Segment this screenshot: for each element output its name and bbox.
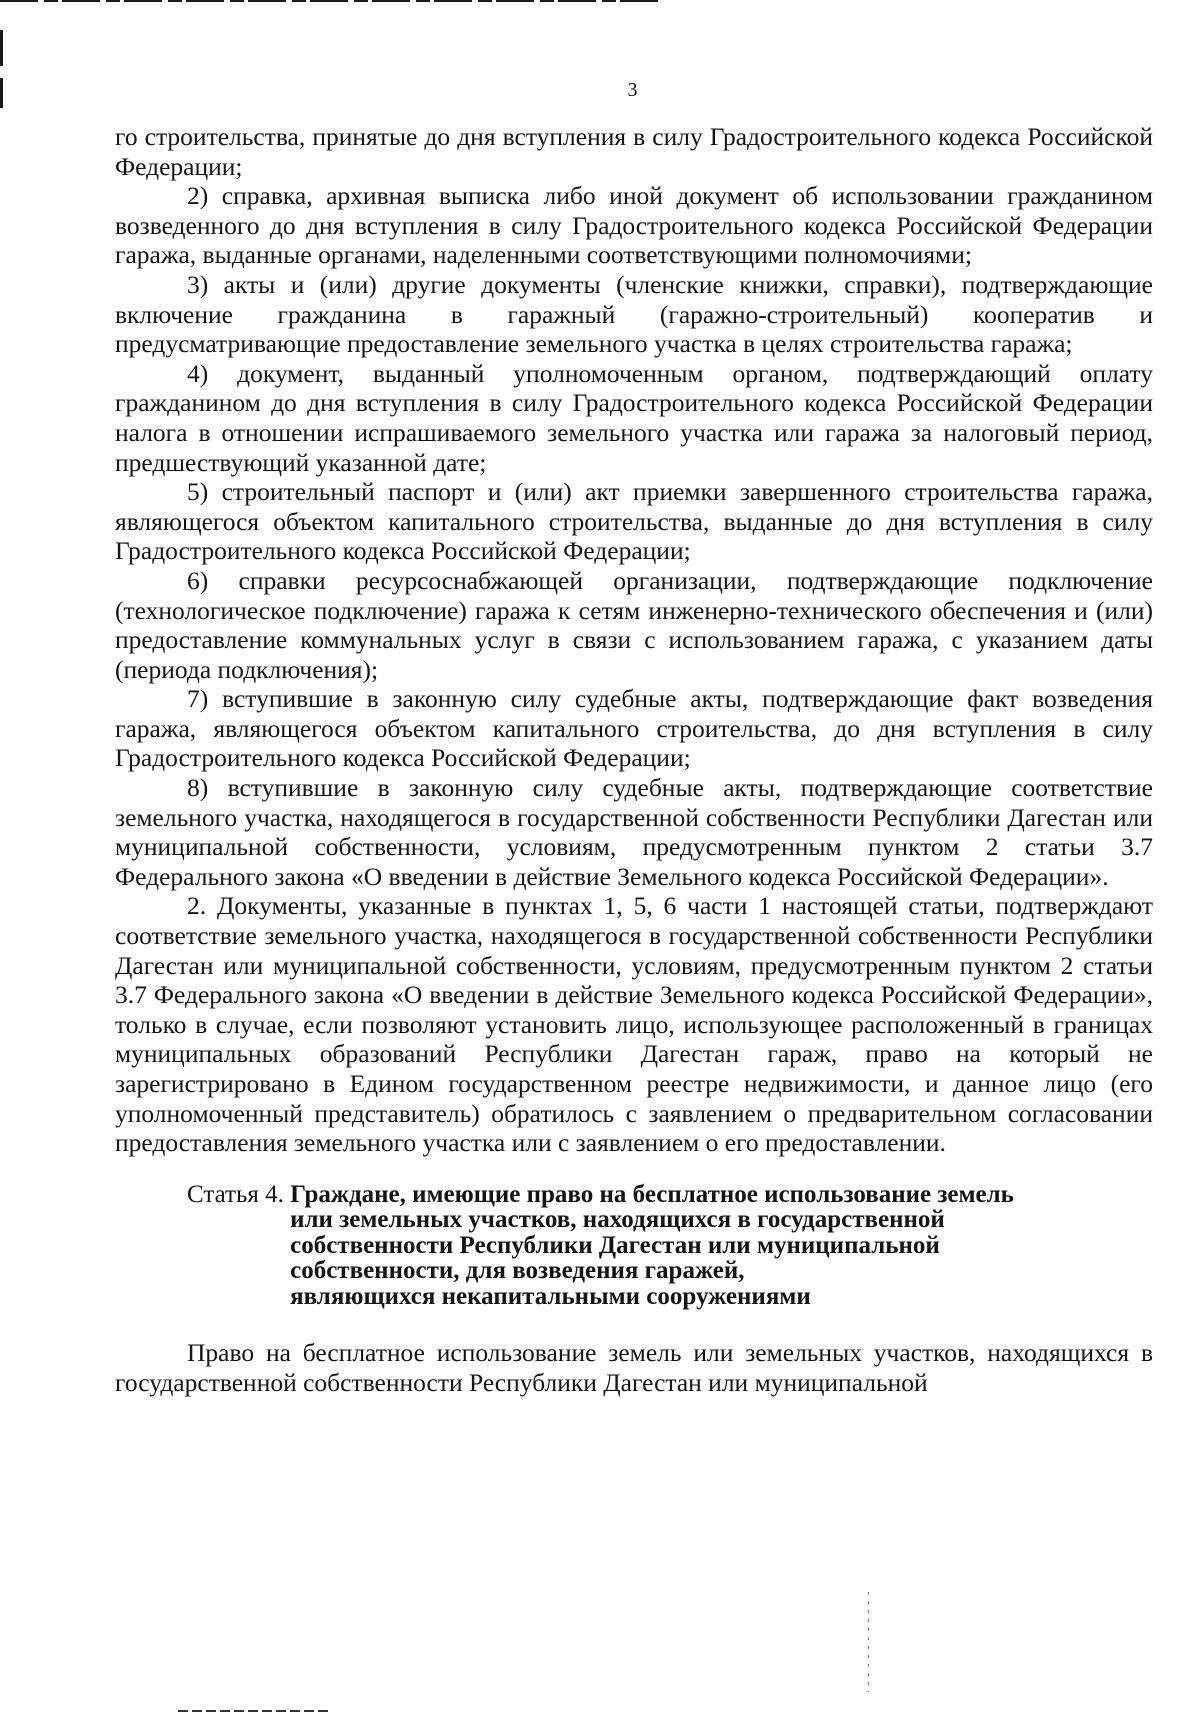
page-number: 3 (627, 79, 638, 101)
list-item-6: 6) справки ресурсоснабжающей организации, подтверждающие подключение (технологическое подключение) гаража к сетям инженерно-технического обеспечения и (или) предоставление коммунальных услуг в связи с использованием гаража, с указанием даты (периода подключения); (115, 565, 1153, 684)
article-title-line: собственности, для возведения гаражей, (290, 1257, 745, 1285)
list-item-2: 2) справка, архивная выписка либо иной документ об использовании гражданином возведенного до дня вступления в силу Градостроительного кодекса Российской Федерации гаража, выданные органами, наделенными соответствующими полномочиями; (115, 181, 1153, 270)
article-number: Статья 4. (187, 1180, 284, 1208)
article-title-line: собственности Республики Дагестан или муниципальной (290, 1231, 940, 1259)
list-item-8: 8) вступившие в законную силу судебные акты, подтверждающие соответствие земельного участка, находящегося в государственной собственности Республики Дагестан или муниципальной собственности, условиям, предусмотренным пунктом 2 статьи 3.7 Федерального закона «О введении в действие Земельного кодекса Российской Федерации». (115, 773, 1153, 891)
document-body (115, 122, 1153, 1397)
article-title-line: Граждане, имеющие право на бесплатное использование земель (290, 1180, 1014, 1208)
list-item-3: 3) акты и (или) другие документы (членские книжки, справки), подтверждающие включение гражданина в гаражный (гаражно-строительный) кооператив и предусматривающие предоставление земельного участка в целях строительства гаража; (115, 269, 1153, 359)
article-heading (115, 1182, 1153, 1310)
article-title (290, 1182, 1014, 1310)
article-title-line: являющихся некапитальными сооружениями (290, 1282, 811, 1310)
paragraph-part-2: 2. Документы, указанные в пунктах 1, 5, 6 части 1 настоящей статьи, подтверждают соответствие земельного участка, находящегося в государственной собственности Республики Дагестан или муниципальной собственности, условиям, предусмотренным пунктом 2 статьи 3.7 Федерального закона «О введении в действие Земельного кодекса Российской Федерации», только в случае, если позволяют установить лицо, использующее расположенный в границах муниципальных образований Республики Дагестан гараж, право на который не зарегистрировано в Едином государственном реестре недвижимости, и данное лицо (его уполномоченный представитель) обратилось с заявлением о предварительном согласовании предоставления земельного участка или с заявлением о его предоставлении. (115, 891, 1153, 1158)
article-title-line: или земельных участков, находящихся в государственной (290, 1206, 945, 1234)
scan-artifact-fold (868, 1592, 869, 1692)
scan-artifact-left-mark (0, 30, 3, 66)
paragraph-continuation: го строительства, принятые до дня вступления в силу Градостроительного кодекса Российской Федерации; (115, 122, 1153, 181)
article-4-paragraph: Право на бесплатное использование земель или земельных участков, находящихся в государственной собственности Республики Дагестан или муниципальной (115, 1338, 1153, 1397)
list-item-7: 7) вступившие в законную силу судебные акты, подтверждающие факт возведения гаража, являющегося объектом капитального строительства, до дня вступления в силу Градостроительного кодекса Российской Федерации; (115, 684, 1153, 773)
scan-artifact-top (0, 0, 660, 2)
scan-artifact-bottom (178, 1710, 328, 1712)
list-item-5: 5) строительный паспорт и (или) акт приемки завершенного строительства гаража, являющегося объектом капитального строительства, выданные до дня вступления в силу Градостроительного кодекса Российской Федерации; (115, 477, 1153, 566)
list-item-4: 4) документ, выданный уполномоченным органом, подтверждающий оплату гражданином до дня вступления в силу Градостроительного кодекса Российской Федерации налога в отношении испрашиваемого земельного участка или гаража за налоговый период, предшествующий указанной дате; (115, 358, 1153, 477)
